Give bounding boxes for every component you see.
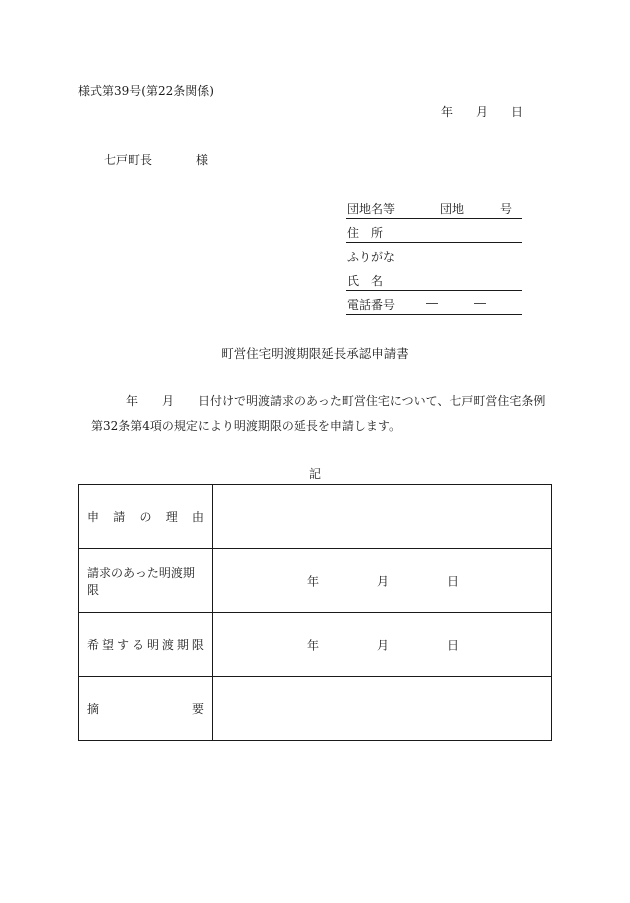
remarks-label: 摘 要 (87, 702, 204, 716)
remarks-label-cell (79, 677, 213, 741)
applicant-number-suffix: 号 (500, 202, 513, 216)
applicant-block (346, 195, 522, 315)
table-row (79, 613, 552, 677)
date-day-label: 日 (511, 105, 524, 119)
reason-input-cell[interactable] (213, 485, 552, 549)
requested-deadline-label: 請求のあった明渡期限 (87, 565, 195, 597)
table-row (79, 677, 552, 741)
desired-deadline-day-label: 日 (447, 638, 460, 652)
form-number: 様式第39号(第22条関係) (78, 84, 214, 98)
applicant-address-row[interactable] (346, 219, 522, 243)
document-title: 町営住宅明渡期限延長承認申請書 (221, 346, 409, 361)
applicant-name-label: 氏 名 (347, 274, 384, 288)
table-row (79, 485, 552, 549)
applicant-phone-row[interactable] (346, 291, 522, 315)
requested-deadline-date-cell[interactable] (213, 549, 552, 613)
body-line2-text: 第32条第4項の規定により明渡期限の延長を申請します。 (91, 419, 401, 433)
applicant-furigana-label: ふりがな (347, 250, 396, 264)
body-line1-text: 日付けで明渡請求のあった町営住宅について、七戸町営住宅条例 (198, 394, 546, 408)
desired-deadline-month-label: 月 (377, 638, 390, 652)
requested-deadline-year-label: 年 (307, 574, 320, 588)
addressee-honorific: 様 (196, 153, 209, 167)
addressee-name: 七戸町長 (104, 153, 153, 167)
desired-deadline-label-cell (79, 613, 213, 677)
requested-deadline-month-label: 月 (377, 574, 390, 588)
applicant-address-label: 住 所 (347, 226, 384, 240)
date-year-label: 年 (441, 105, 454, 119)
requested-deadline-label-cell (79, 549, 213, 613)
ki-label: 記 (308, 467, 321, 481)
remarks-input-cell[interactable] (213, 677, 552, 741)
body-year-label: 年 (126, 394, 139, 408)
applicant-phone-dash-1: ― (426, 296, 438, 310)
applicant-name-row[interactable] (346, 267, 522, 291)
detail-table (78, 484, 552, 741)
applicant-furigana-row[interactable] (346, 243, 522, 267)
date-month-label: 月 (476, 105, 489, 119)
reason-label: 申 請 の 理 由 (87, 510, 204, 524)
applicant-complex-label: 団地名等 (347, 202, 396, 216)
table-row (79, 549, 552, 613)
requested-deadline-day-label: 日 (447, 574, 460, 588)
applicant-phone-dash-2: ― (474, 296, 486, 310)
desired-deadline-year-label: 年 (307, 638, 320, 652)
body-month-label: 月 (162, 394, 175, 408)
desired-deadline-date-cell[interactable] (213, 613, 552, 677)
applicant-complex-row[interactable] (346, 195, 522, 219)
applicant-phone-label: 電話番号 (347, 298, 396, 312)
desired-deadline-label: 希 望 す る 明 渡 期 限 (87, 638, 204, 652)
applicant-complex-suffix: 団地 (440, 202, 465, 216)
reason-label-cell (79, 485, 213, 549)
